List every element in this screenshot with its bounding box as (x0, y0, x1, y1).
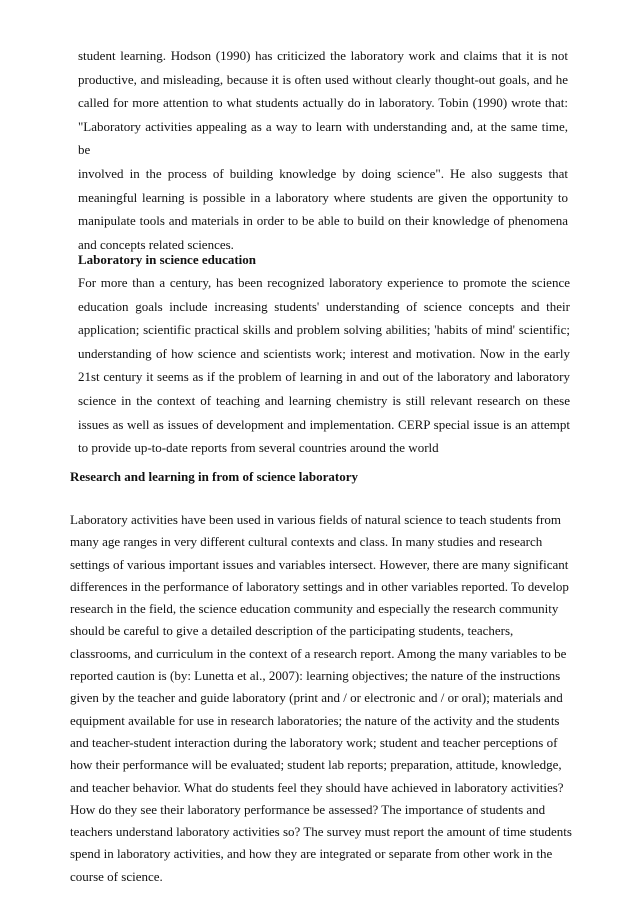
text-line: course of science. (70, 868, 163, 884)
text-line: reported caution is (by: Lunetta et al., 2007): learning objectives; the nature of the instructions (70, 668, 561, 684)
text-line: meaningful learning is possible in a laboratory where students are given the opportunity to (78, 189, 568, 205)
text-line: and concepts related sciences. (78, 236, 234, 252)
text-line: manipulate tools and materials in order to be able to build on their knowledge of phenomena (78, 213, 568, 229)
text-line: issues as well as issues of development and implementation. CERP special issue is an attempt (78, 416, 570, 432)
paragraph-laboratory-activities (70, 509, 570, 888)
text-line: Laboratory activities have been used in various fields of natural science to teach students from (70, 512, 561, 527)
section-heading-laboratory-in-science-education: Laboratory in science education (78, 252, 257, 267)
text-line: student learning. Hodson (1990) has criticized the laboratory work and claims that it is not (78, 48, 568, 63)
text-line: teachers understand laboratory activities so? The survey must report the amount of time students (70, 824, 572, 840)
text-line: called for more attention to what students actually do in laboratory. Tobin (1990) wrote that: (78, 95, 568, 111)
text-line: 21st century it seems as if the problem of learning in and out of the laboratory and laboratory (78, 369, 570, 385)
text-line: classrooms, and curriculum in the context of a research report. Among the many variables to be (70, 645, 567, 661)
text-line: how their performance will be evaluated; student lab reports; preparation, attitude, knowledge, (70, 757, 562, 773)
text-line: productive, and misleading, because it is often used without clearly thought-out goals, and he (78, 71, 568, 87)
text-line: given by the teacher and guide laboratory (print and / or electronic and / or oral); materials and (70, 690, 563, 706)
text-line: and teacher-student interaction during the laboratory work; student and teacher perceptions of (70, 734, 558, 750)
section-heading-research-and-learning: Research and learning in from of science laboratory (70, 469, 359, 484)
text-line: For more than a century, has been recognized laboratory experience to promote the science (78, 275, 570, 290)
paragraph-student-learning (78, 44, 568, 256)
text-line: involved in the process of building knowledge by doing science". He also suggests that (78, 165, 568, 181)
text-line: research in the field, the science education community and especially the research community (70, 601, 559, 617)
text-line: differences in the performance of laboratory settings and in other variables reported. To develop (70, 578, 569, 594)
text-line: settings of various important issues and variables intersect. However, there are many significant (70, 556, 569, 572)
paragraph-laboratory-education (78, 271, 570, 460)
text-line: should be careful to give a detailed description of the participating students, teachers, (70, 623, 514, 639)
text-line: science in the context of teaching and learning chemistry is still relevant research on these (78, 392, 570, 408)
text-line: spend in laboratory activities, and how they are integrated or separate from other work in the (70, 846, 553, 862)
text-line: How do they see their laboratory performance be assessed? The importance of students and (70, 801, 546, 817)
text-line: and teacher behavior. What do students feel they should have achieved in laboratory activities? (70, 779, 564, 795)
text-line: to provide up-to-date reports from several countries around the world (78, 440, 439, 456)
text-line: "Laboratory activities appealing as a way to learn with understanding and, at the same time, be (78, 118, 568, 158)
text-line: application; scientific practical skills and problem solving abilities; 'habits of mind' scientific; (78, 322, 570, 338)
text-line: understanding of how science and scientists work; interest and motivation. Now in the early (78, 345, 570, 361)
text-line: equipment available for use in research laboratories; the nature of the activity and the students (70, 712, 560, 728)
text-line: many age ranges in very different cultural contexts and class. In many studies and research (70, 534, 543, 550)
text-line: education goals include increasing students' understanding of science concepts and their (78, 298, 570, 314)
